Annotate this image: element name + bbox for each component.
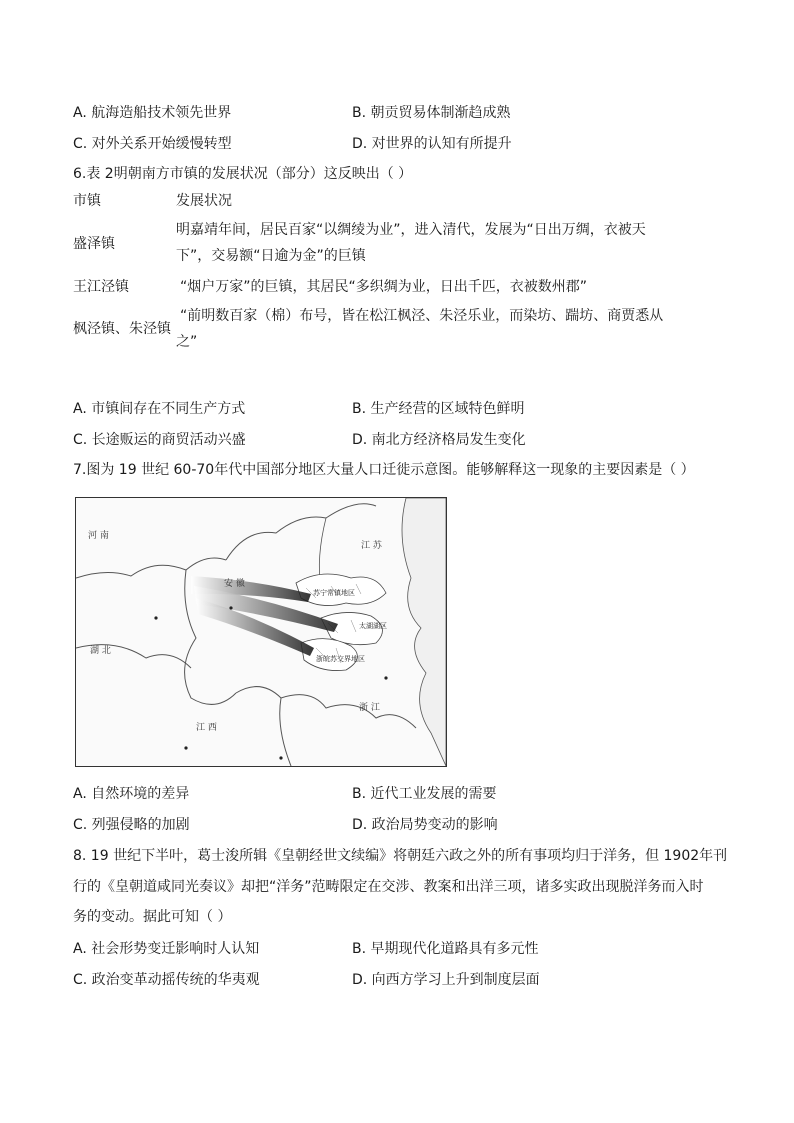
table-header-town: 市镇 [73, 193, 101, 209]
map-label-anhui: 安 徽 [224, 579, 245, 589]
table-row-3-town: 枫泾镇、朱泾镇 [73, 321, 171, 337]
q8-option-c: C. 政治变革动摇传统的华夷观 [73, 972, 260, 988]
q6-option-c: C. 长途贩运的商贸活动兴盛 [73, 432, 246, 448]
table-row-1-status-line2: 下”，交易额“日逾为金”的巨镇 [176, 248, 366, 264]
q8-option-d: D. 向西方学习上升到制度层面 [352, 972, 540, 988]
table-row-2-town: 王江泾镇 [73, 279, 129, 295]
q8-stem-line2: 行的《皇朝道咸同光奏议》却把“洋务”范畴限定在交涉、教案和出洋三项，诸多实政出现脱洋务而入时 [73, 879, 704, 895]
q6-option-d: D. 南北方经济格局发生变化 [352, 432, 526, 448]
map-label-dest1: 苏宁常镇地区 [313, 589, 355, 597]
table-row-3-status-line1: “前明数百家（棉）布号，皆在松江枫泾、朱泾乐业，而染坊、踹坊、商贾悉从 [180, 308, 664, 324]
q6-option-b: B. 生产经营的区域特色鲜明 [352, 401, 525, 417]
q6-stem: 6.表 2明朝南方市镇的发展状况（部分）这反映出（ ） [73, 166, 413, 182]
q7-option-b: B. 近代工业发展的需要 [352, 786, 497, 802]
q7-option-c: C. 列强侵略的加剧 [73, 817, 190, 833]
table-row-2-status: “烟户万家”的巨镇，其居民“多织绸为业，日出千匹，衣被数州郡” [180, 279, 588, 295]
q7-stem: 7.图为 19 世纪 60-70年代中国部分地区大量人口迁徙示意图。能够解释这一现象的主要因素是（ ） [73, 462, 695, 478]
map-label-jiangsu: 江 苏 [361, 541, 382, 551]
q8-stem-line1: 8. 19 世纪下半叶，葛士浚所辑《皇朝经世文续编》将朝廷六政之外的所有事项均归于洋务，但 1902年刊 [73, 848, 728, 864]
q5-option-c: C. 对外关系开始缓慢转型 [73, 136, 232, 152]
table-header-status: 发展状况 [176, 193, 232, 209]
q7-option-d: D. 政治局势变动的影响 [352, 817, 498, 833]
map-label-hubei: 湖 北 [90, 646, 111, 656]
q8-stem-line3: 务的变动。据此可知（ ） [73, 909, 232, 925]
map-label-dest2: 太湖湖区 [359, 622, 387, 630]
q6-option-a: A. 市镇间存在不同生产方式 [73, 401, 246, 417]
q8-option-b: B. 早期现代化道路具有多元性 [352, 941, 539, 957]
q5-option-a: A. 航海造船技术领先世界 [73, 105, 232, 121]
table-row-1-status-line1: 明嘉靖年间，居民百家“以绸绫为业”，进入清代，发展为“日出万绸，衣被天 [176, 222, 646, 238]
map-label-henan: 河 南 [88, 531, 109, 541]
q8-option-a: A. 社会形势变迁影响时人认知 [73, 941, 260, 957]
q5-option-d: D. 对世界的认知有所提升 [352, 136, 512, 152]
table-row-1-town: 盛泽镇 [73, 236, 115, 252]
map-label-jiangxi: 江 西 [196, 723, 217, 733]
table-row-3-status-line2: 之” [176, 334, 198, 350]
q5-option-b: B. 朝贡贸易体制渐趋成熟 [352, 105, 511, 121]
migration-map [75, 497, 447, 767]
map-label-zhejiang: 浙 江 [359, 703, 380, 713]
q7-option-a: A. 自然环境的差异 [73, 786, 190, 802]
map-label-dest3: 浙皖苏交界地区 [316, 655, 365, 663]
